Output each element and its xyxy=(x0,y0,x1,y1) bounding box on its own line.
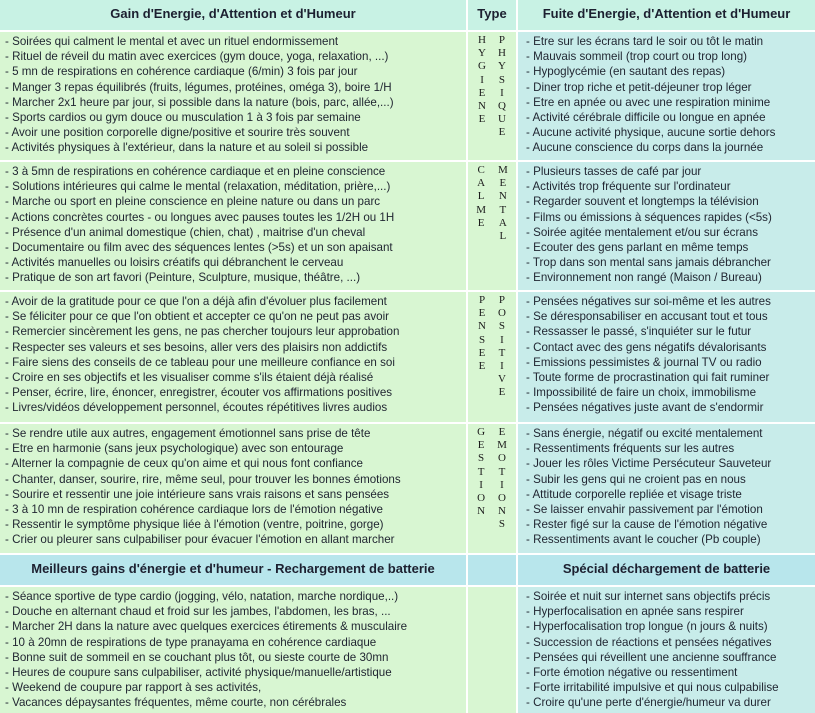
type-label xyxy=(468,424,516,532)
bottom-left-cell xyxy=(0,587,466,713)
bottom-right-cell xyxy=(518,587,815,713)
bottom-header xyxy=(0,555,815,585)
discharge-item: - Pensées qui réveillent une ancienne souffrance xyxy=(526,650,777,664)
type-letter: L xyxy=(477,190,485,203)
type-letter: I xyxy=(500,333,504,346)
fuite-item: - Activité cérébrale difficile ou longue en apnée xyxy=(526,111,766,125)
fuite-item: - Ecouter des gens parlant en même temps xyxy=(526,241,749,255)
gain-item: - Remercier sincèrement les gens, ne pas chercher toujours leur approbation xyxy=(5,325,400,339)
fuite-cell xyxy=(518,162,815,290)
fuite-item: - Etre sur les écrans tard le soir ou tôt le matin xyxy=(526,35,764,48)
header-type-text: Type xyxy=(477,6,507,21)
fuite-item: - Mauvais sommeil (trop court ou trop long) xyxy=(526,50,748,64)
type-label xyxy=(468,32,516,140)
type-letter: M xyxy=(497,439,507,452)
type-letter: A xyxy=(498,216,507,229)
section-row xyxy=(0,292,815,422)
gain-item: - Se féliciter pour ce que l'on obtient et accepter ce qu'on ne peut pas avoir xyxy=(5,310,390,324)
gain-list xyxy=(0,424,466,548)
fuite-list xyxy=(518,424,815,548)
discharge-item: - Forte émotion négative ou ressentiment xyxy=(526,666,738,680)
gain-item: - Solutions intérieures qui calme le mental (relaxation, méditation, prière,...) xyxy=(5,180,391,194)
bottom-header-left xyxy=(0,555,466,585)
gain-item: - Crier ou pleurer sans culpabiliser pour évacuer l'émotion en allant marcher xyxy=(5,533,395,547)
gain-item: - Sports cardios ou gym douce ou musculation 1 à 3 fois par semaine xyxy=(5,111,361,125)
type-label xyxy=(468,162,516,243)
gain-item: - Manger 3 repas équilibrés (fruits, légumes, protéines, oméga 3), boire 1/H xyxy=(5,80,392,94)
type-letter: I xyxy=(500,86,504,99)
fuite-item: - Trop dans son mental sans jamais débrancher xyxy=(526,256,771,270)
gain-item: - Actions concrètes courtes - ou longues avec pauses toutes les 1/2H ou 1H xyxy=(5,210,395,224)
type-letter: S xyxy=(498,518,506,531)
type-letter: S xyxy=(498,320,506,333)
type-letter: E xyxy=(498,426,506,438)
type-word-right xyxy=(497,426,507,532)
header-fuite-text: Fuite d'Energie, d'Attention et d'Humeur xyxy=(542,6,791,21)
header-gain xyxy=(0,0,466,30)
type-letter: Y xyxy=(498,60,506,73)
type-letter: P xyxy=(478,294,486,306)
discharge-item: - Hyperfocalisation en apnée sans respirer xyxy=(526,605,744,619)
gain-list xyxy=(0,32,466,156)
gain-item: - Documentaire ou film avec des séquences lentes (>5s) et un son apaisant xyxy=(5,241,393,255)
gain-item: - 3 à 10 mn de respiration cohérence cardiaque lors de l'émotion négative xyxy=(5,503,383,517)
bottom-header-mid xyxy=(468,555,516,585)
type-letter: E xyxy=(478,346,486,359)
type-letter: V xyxy=(498,373,506,386)
type-letter: P xyxy=(498,34,506,46)
fuite-item: - Soirée agitée mentalement et/ou sur écrans xyxy=(526,225,758,239)
bottom-section xyxy=(0,587,815,713)
gain-item: - Etre en harmonie (sans jeux psychologique) avec son entourage xyxy=(5,442,344,456)
type-letter: N xyxy=(478,100,486,113)
type-letter: N xyxy=(477,505,486,518)
type-letter: E xyxy=(498,386,506,399)
type-letter: E xyxy=(498,126,506,139)
section-row xyxy=(0,424,815,553)
gain-item: - Pratique de son art favori (Peinture, Sculpture, musique, théâtre, ...) xyxy=(5,271,361,285)
fuite-item: - Toute forme de procrastination qui fait ruminer xyxy=(526,371,770,385)
fuite-item: - Ressentiments avant le coucher (Pb couple) xyxy=(526,533,761,547)
fuite-item: - Pensées négatives sur soi-même et les autres xyxy=(526,295,771,308)
recharge-item: - Heures de coupure sans culpabiliser, activité physique/manuelle/artistique xyxy=(5,666,392,680)
gain-item: - Faire siens des conseils de ce tableau pour une meilleure confiance en soi xyxy=(5,355,395,369)
type-letter: Y xyxy=(478,47,486,60)
gain-cell xyxy=(0,32,466,160)
recharge-item: - Marcher 2H dans la nature avec quelques exercices étirements & musculaire xyxy=(5,620,408,634)
type-letter: I xyxy=(500,478,504,491)
fuite-item: - Impossibilité de faire un choix, immobilisme xyxy=(526,386,757,400)
type-letter: I xyxy=(480,73,484,86)
recharge-item: - Séance sportive de type cardio (jogging, vélo, natation, marche nordique,..) xyxy=(5,590,399,603)
fuite-item: - Etre en apnée ou avec une respiration minime xyxy=(526,95,771,109)
type-letter: T xyxy=(498,346,506,359)
gain-item: - Rituel de réveil du matin avec exercices (gym douce, yoga, relaxation, ...) xyxy=(5,50,389,64)
fuite-item: - Films ou émissions à séquences rapides (<5s) xyxy=(526,210,772,224)
type-letter: T xyxy=(499,203,507,216)
discharge-item: - Hyperfocalisation trop longue (n jours & nuits) xyxy=(526,620,768,634)
type-letter: E xyxy=(499,177,507,190)
type-letter: G xyxy=(477,426,486,438)
fuite-item: - Aucune conscience du corps dans la journée xyxy=(526,141,764,155)
gain-item: - Chanter, danser, sourire, rire, même seul, pour trouver les bonnes émotions xyxy=(5,472,401,486)
type-letter: E xyxy=(478,86,486,99)
type-letter: Q xyxy=(498,100,506,113)
gain-item: - Présence d'un animal domestique (chien, chat) , maitrise d'un cheval xyxy=(5,225,366,239)
gain-item: - Livres/vidéos développement personnel, écoutes répétitives livres audios xyxy=(5,401,388,415)
gain-item: - 5 mn de respirations en cohérence cardiaque (6/min) 3 fois par jour xyxy=(5,65,358,79)
fuite-item: - Hypoglycémie (en sautant des repas) xyxy=(526,65,726,79)
bottom-header-right xyxy=(518,555,815,585)
recharge-item: - Bonne suit de sommeil en se couchant plus tôt, ou sieste courte de 30mn xyxy=(5,650,389,664)
recharge-item: - Weekend de coupure par rapport à ses activités, xyxy=(5,681,262,695)
gain-item: - Activités physiques à l'extérieur, dans la nature et au soleil si possible xyxy=(5,141,369,155)
fuite-item: - Rester figé sur la cause de l'émotion négative xyxy=(526,518,768,532)
fuite-list xyxy=(518,292,815,416)
header-fuite xyxy=(518,0,815,30)
bottom-header-right-text: Spécial déchargement de batterie xyxy=(562,561,771,576)
gain-item: - Penser, écrire, lire, énoncer, enregistrer, écouter vos affirmations positives xyxy=(5,386,393,400)
type-letter: H xyxy=(478,34,486,46)
fuite-item: - Environnement non rangé (Maison / Bureau) xyxy=(526,271,762,285)
type-letter: N xyxy=(498,190,507,203)
gain-item: - Marche ou sport en pleine conscience en pleine nature ou dans un parc xyxy=(5,195,381,209)
type-letter: T xyxy=(498,465,506,478)
fuite-cell xyxy=(518,32,815,160)
section-row xyxy=(0,162,815,290)
type-word-right xyxy=(498,294,506,400)
fuite-item: - Plusieurs tasses de café par jour xyxy=(526,165,702,178)
type-letter: M xyxy=(498,164,508,176)
type-letter: N xyxy=(478,320,486,333)
fuite-list xyxy=(518,32,815,156)
type-letter: S xyxy=(498,73,506,86)
type-cell xyxy=(468,292,516,422)
gain-cell xyxy=(0,424,466,553)
gain-item: - Alterner la compagnie de ceux qu'on aime et qui nous font confiance xyxy=(5,457,363,471)
type-letter: I xyxy=(500,360,504,373)
gain-item: - Avoir de la gratitude pour ce que l'on a déjà afin d'évoluer plus facilement xyxy=(5,295,387,308)
fuite-item: - Pensées négatives juste avant de s'endormir xyxy=(526,401,764,415)
fuite-list xyxy=(518,162,815,286)
bottom-header-left-text: Meilleurs gains d'énergie et d'humeur - Rechargement de batterie xyxy=(31,561,435,576)
fuite-item: - Sans énergie, négatif ou excité mentalement xyxy=(526,427,763,440)
fuite-item: - Activités trop fréquente sur l'ordinateur xyxy=(526,180,731,194)
type-letter: E xyxy=(477,216,485,229)
type-letter: O xyxy=(477,492,486,505)
type-word-left xyxy=(476,164,486,243)
bottom-left-list xyxy=(0,587,466,711)
type-letter: S xyxy=(478,452,485,465)
fuite-item: - Se déresponsabiliser en accusant tout et tous xyxy=(526,310,768,324)
type-label xyxy=(468,292,516,400)
type-cell xyxy=(468,162,516,290)
type-letter: L xyxy=(499,230,507,243)
gain-item: - Sourire et ressentir une joie intérieure sans vrais raisons et sans pensées xyxy=(5,487,390,501)
fuite-item: - Ressasser le passé, s'inquiéter sur le futur xyxy=(526,325,752,339)
fuite-cell xyxy=(518,292,815,422)
fuite-item: - Subir les gens qui ne croient pas en nous xyxy=(526,472,746,486)
type-word-left xyxy=(478,34,486,140)
fuite-item: - Diner trop riche et petit-déjeuner trop léger xyxy=(526,80,752,94)
discharge-item: - Soirée et nuit sur internet sans objectifs précis xyxy=(526,590,771,603)
gain-list xyxy=(0,292,466,416)
type-letter: E xyxy=(477,439,485,452)
fuite-item: - Ressentiments fréquents sur les autres xyxy=(526,442,735,456)
type-letter: I xyxy=(479,478,483,491)
gain-item: - Ressentir le symptôme physique liée à l'émotion (ventre, poitrine, gorge) xyxy=(5,518,384,532)
header-type xyxy=(468,0,516,30)
gain-cell xyxy=(0,162,466,290)
type-letter: O xyxy=(498,307,506,320)
type-letter: E xyxy=(478,113,486,126)
gain-item: - Respecter ses valeurs et ses besoins, aller vers des plaisirs non addictifs xyxy=(5,340,388,354)
fuite-item: - Aucune activité physique, aucune sortie dehors xyxy=(526,126,776,140)
gain-item: - Soirées qui calment le mental et avec un rituel endormissement xyxy=(5,35,339,48)
fuite-item: - Contact avec des gens négatifs dévalorisants xyxy=(526,340,767,354)
recharge-item: - 10 à 20mn de respirations de type pranayama en cohérence cardiaque xyxy=(5,635,377,649)
discharge-item: - Croire qu'une perte d'énergie/humeur va durer xyxy=(526,696,771,710)
type-word-left xyxy=(478,294,486,400)
type-letter: P xyxy=(498,294,506,306)
type-letter: T xyxy=(477,465,485,478)
type-letter: O xyxy=(497,492,506,505)
fuite-item: - Se laisser envahir passivement par l'émotion xyxy=(526,503,763,517)
type-letter: E xyxy=(478,360,486,373)
gain-cell xyxy=(0,292,466,422)
type-letter: G xyxy=(478,60,486,73)
bottom-mid-cell xyxy=(468,587,516,713)
type-word-right xyxy=(498,164,508,243)
gain-item: - Marcher 2x1 heure par jour, si possible dans la nature (bois, parc, allée,...) xyxy=(5,95,394,109)
type-letter: N xyxy=(497,505,506,518)
type-letter: O xyxy=(497,452,506,465)
fuite-item: - Regarder souvent et longtemps la télévision xyxy=(526,195,759,209)
section-row xyxy=(0,32,815,160)
type-letter: U xyxy=(498,113,506,126)
type-letter: S xyxy=(478,333,486,346)
type-letter: E xyxy=(478,307,486,320)
discharge-item: - Succession de réactions et pensées négatives xyxy=(526,635,772,649)
fuite-cell xyxy=(518,424,815,553)
type-word-left xyxy=(477,426,485,532)
fuite-item: - Attitude corporelle repliée et visage triste xyxy=(526,487,742,501)
type-letter: A xyxy=(477,177,486,190)
header-gain-text: Gain d'Energie, d'Attention et d'Humeur xyxy=(110,6,356,21)
gain-list xyxy=(0,162,466,286)
recharge-item: - Douche en alternant chaud et froid sur les jambes, l'abdomen, les bras, ... xyxy=(5,605,391,619)
type-cell xyxy=(468,424,516,553)
type-letter: M xyxy=(476,203,486,216)
gain-item: - Se rendre utile aux autres, engagement émotionnel sans prise de tête xyxy=(5,427,371,440)
type-letter: H xyxy=(498,47,506,60)
bottom-right-list xyxy=(518,587,815,711)
gain-item: - Croire en ses objectifs et les visualiser comme s'ils étaient déjà réalisé xyxy=(5,371,374,385)
type-letter: C xyxy=(477,164,485,176)
recharge-item: - Vacances dépaysantes fréquentes, même courte, non cérébrales xyxy=(5,696,347,710)
type-cell xyxy=(468,32,516,160)
table-header xyxy=(0,0,815,30)
type-word-right xyxy=(498,34,506,140)
gain-item: - Avoir une position corporelle digne/positive et sourire très souvent xyxy=(5,126,350,140)
gain-item: - 3 à 5mn de respirations en cohérence cardiaque et en pleine conscience xyxy=(5,165,386,178)
fuite-item: - Emissions pessimistes & journal TV ou radio xyxy=(526,355,762,369)
fuite-item: - Jouer les rôles Victime Persécuteur Sauveteur xyxy=(526,457,772,471)
discharge-item: - Forte irritabilité impulsive et qui nous culpabilise xyxy=(526,681,779,695)
gain-item: - Activités manuelles ou loisirs créatifs qui débranchent le cerveau xyxy=(5,256,344,270)
